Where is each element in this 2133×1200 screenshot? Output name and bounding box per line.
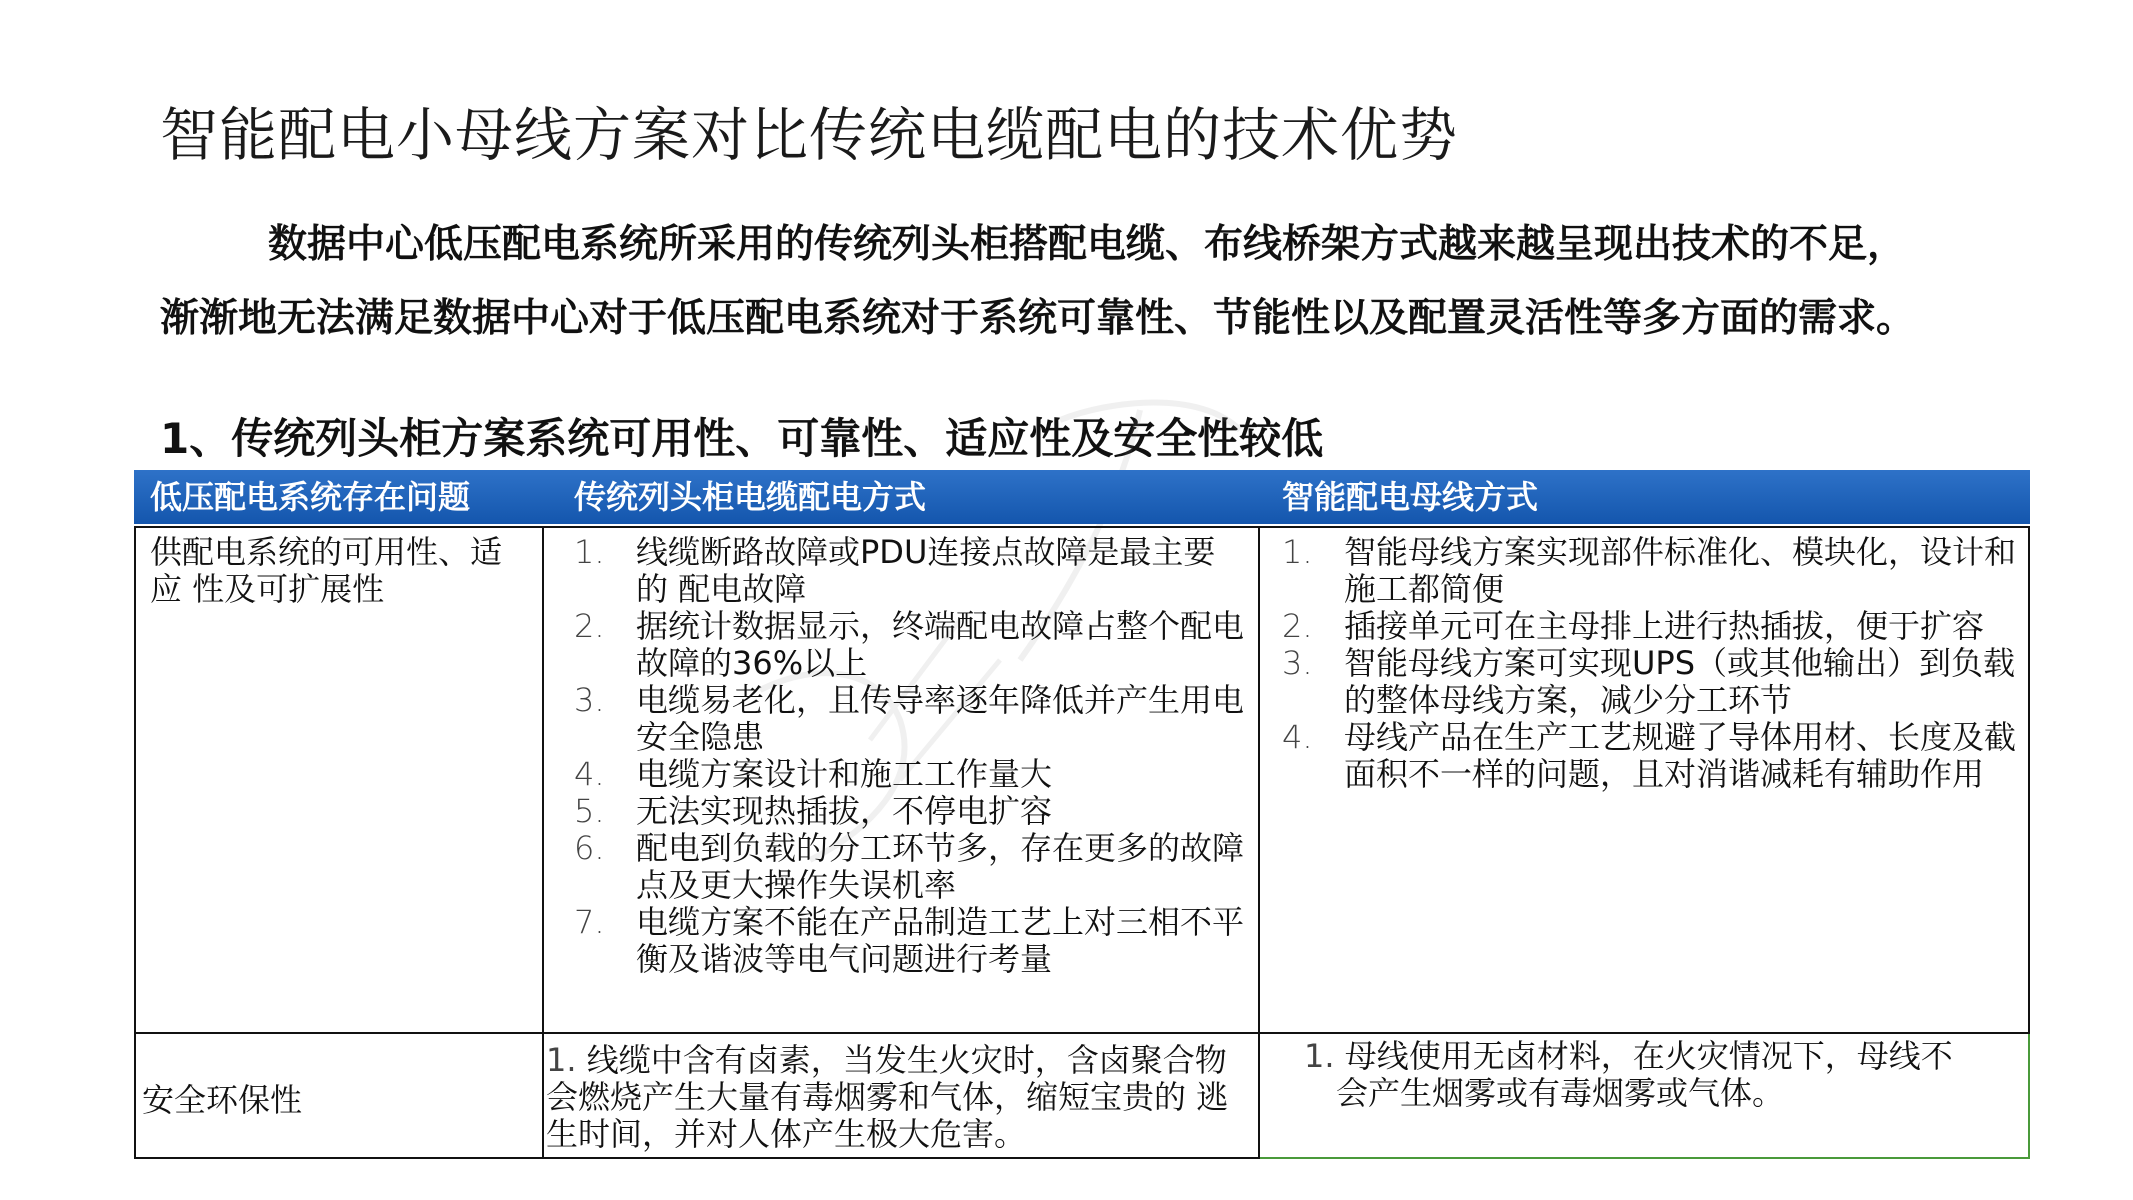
row2-left-edge	[134, 1032, 136, 1159]
list-item	[574, 682, 1244, 756]
list-num: 2.	[1282, 607, 1313, 645]
list-item	[574, 793, 1244, 830]
row2-green-right	[2028, 1034, 2030, 1159]
list-num: 2.	[574, 607, 605, 645]
list-text: 无法实现热插拔，不停电扩容	[636, 792, 1053, 830]
list-text: 智能母线方案可实现UPS（或其他输出）到负载的整体母线方案，减少分工环节	[1344, 644, 2016, 719]
list-item	[1282, 645, 2026, 719]
list-text: 母线产品在生产工艺规避了导体用材、长度及截面积不一样的问题，且对消谐减耗有辅助作用	[1344, 718, 2017, 793]
list-num: 4.	[574, 755, 605, 793]
row2-traditional-cell	[546, 1042, 1252, 1153]
list-item	[1282, 719, 2026, 793]
list-num: 1.	[1282, 533, 1313, 571]
list-num: 1.	[1304, 1037, 1335, 1075]
list-num: 5.	[574, 792, 605, 830]
intro-paragraph	[160, 208, 2000, 356]
list-text: 配电到负载的分工环节多，存在更多的故障 点及更大操作失误机率	[636, 829, 1245, 904]
list-item	[574, 904, 1244, 978]
list-num: 7.	[574, 903, 605, 941]
table-header	[134, 470, 2030, 524]
list-num: 3.	[1282, 644, 1313, 682]
list-num: 6.	[574, 829, 605, 867]
row2-green-bottom	[1260, 1157, 2030, 1159]
list-text: 电缆易老化，且传导率逐年降低并产生用电 安全隐患	[636, 681, 1245, 756]
header-traditional: 传统列头柜电缆配电方式	[574, 478, 927, 516]
col-divider-1	[542, 526, 544, 1159]
comparison-table	[134, 470, 2030, 1159]
list-item	[574, 756, 1244, 793]
row2-busbar-cell	[1304, 1038, 1956, 1112]
list-item	[574, 534, 1244, 608]
list-text: 母线使用无卤材料，在火灾情况下，母线不会产生烟雾或有毒烟雾或气体。	[1336, 1037, 1953, 1112]
row1-busbar-cell	[1282, 534, 2026, 793]
row2-issue-cell: 安全环保性	[142, 1081, 303, 1119]
list-item	[574, 608, 1244, 682]
header-busbar: 智能配电母线方式	[1282, 478, 1539, 516]
page-title: 智能配电小母线方案对比传统电缆配电的技术优势	[160, 101, 1459, 169]
header-issue: 低压配电系统存在问题	[150, 478, 471, 516]
list-text: 插接单元可在主母排上进行热插拔，便于扩容	[1344, 607, 1985, 645]
list-text: 智能母线方案实现部件标准化、模块化，设计和施工都简便	[1344, 533, 2017, 608]
list-item	[1282, 608, 2026, 645]
row1-issue-cell: 供配电系统的可用性、适应 性及可扩展性	[150, 533, 503, 608]
list-item	[1282, 534, 2026, 608]
list-text: 据统计数据显示，终端配电故障占整个配电 故障的36%以上	[636, 607, 1245, 682]
list-text: 线缆断路故障或PDU连接点故障是最主要的 配电故障	[636, 533, 1216, 608]
intro-line-2: 渐渐地无法满足数据中心对于低压配电系统对于系统可靠性、节能性以及配置灵活性等多方面的需求。	[160, 296, 1916, 341]
list-text: 线缆中含有卤素，当发生火灾时，含卤聚合物 会燃烧产生大量有毒烟雾和气体，缩短宝贵的 逃生时间，并对人体产生极大危害。	[546, 1041, 1229, 1153]
intro-line-1-text: 数据中心低压配电系统所采用的传统列头柜搭配电缆、布线桥架方式越来越呈现出技术的不足，	[268, 222, 1907, 267]
row1-traditional-cell	[574, 534, 1244, 978]
list-text: 电缆方案不能在产品制造工艺上对三相不平 衡及谐波等电气问题进行考量	[636, 903, 1245, 978]
list-num: 3.	[574, 681, 605, 719]
section-heading: 1、传统列头柜方案系统可用性、可靠性、适应性及安全性较低	[160, 414, 1324, 463]
col-divider-2	[1258, 526, 1260, 1159]
list-num: 1.	[546, 1041, 577, 1079]
list-text: 电缆方案设计和施工工作量大	[636, 755, 1053, 793]
list-item	[574, 830, 1244, 904]
row2-bottom-edge	[134, 1157, 1260, 1159]
intro-line-1	[160, 208, 2000, 282]
list-num: 4.	[1282, 718, 1313, 756]
list-num: 1.	[574, 533, 605, 571]
